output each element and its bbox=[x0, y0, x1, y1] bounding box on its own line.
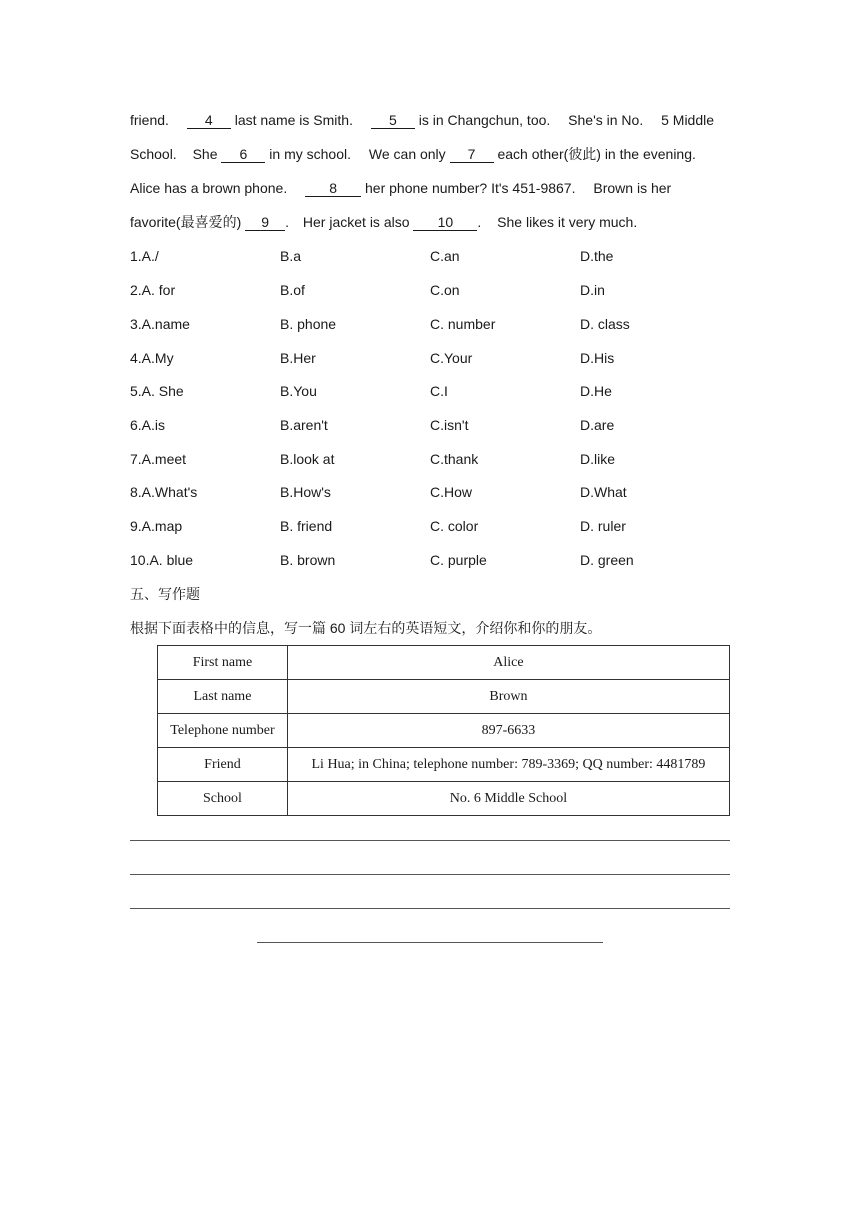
passage-text: favorite(最喜爱的) bbox=[130, 214, 242, 230]
option-b: B.a bbox=[280, 248, 302, 264]
passage-text: each other(彼此) in the evening. bbox=[497, 146, 696, 162]
passage-line-1 bbox=[130, 110, 730, 130]
passage-line-3 bbox=[130, 178, 730, 198]
table-label: First name bbox=[158, 646, 288, 680]
option-a: 1.A./ bbox=[130, 248, 159, 264]
option-c: C.Your bbox=[430, 350, 473, 366]
option-c: C. number bbox=[430, 316, 496, 332]
passage-text: She's in No. bbox=[568, 112, 644, 128]
passage-line-2 bbox=[130, 144, 730, 164]
option-a: 6.A.is bbox=[130, 417, 166, 433]
table-value: Li Hua; in China; telephone number: 789-3369; QQ number: 4481789 bbox=[287, 748, 729, 782]
blank-10: 10 bbox=[413, 214, 477, 231]
table-row bbox=[158, 680, 730, 714]
passage-text: She bbox=[192, 146, 218, 162]
passage-text: We can only bbox=[368, 146, 446, 162]
table-value: Brown bbox=[287, 680, 729, 714]
option-c: C.I bbox=[430, 383, 448, 399]
option-row bbox=[130, 280, 730, 300]
option-row bbox=[130, 550, 730, 570]
blank-7: 7 bbox=[450, 146, 494, 163]
option-row bbox=[130, 314, 730, 334]
option-row bbox=[130, 348, 730, 368]
table-label: Telephone number bbox=[158, 714, 288, 748]
option-a: 3.A.name bbox=[130, 316, 190, 332]
option-c: C.thank bbox=[430, 451, 479, 467]
option-a: 7.A.meet bbox=[130, 451, 187, 467]
option-a: 2.A. for bbox=[130, 282, 176, 298]
table-value: 897-6633 bbox=[287, 714, 729, 748]
table-value: Alice bbox=[287, 646, 729, 680]
option-d: D. class bbox=[580, 316, 630, 332]
passage-line-4 bbox=[130, 212, 730, 232]
option-b: B. phone bbox=[280, 316, 337, 332]
passage-text: She likes it very much. bbox=[497, 214, 638, 230]
passage-text: . bbox=[477, 214, 482, 230]
answer-line bbox=[130, 874, 730, 875]
passage-text: Her jacket is also bbox=[302, 214, 410, 230]
table-row bbox=[158, 714, 730, 748]
passage-text: 5 Middle bbox=[661, 112, 715, 128]
option-b: B. brown bbox=[280, 552, 336, 568]
option-row bbox=[130, 449, 730, 469]
option-a: 9.A.map bbox=[130, 518, 183, 534]
blank-4: 4 bbox=[187, 112, 231, 129]
answer-line bbox=[257, 942, 603, 943]
option-b: B. friend bbox=[280, 518, 333, 534]
option-c: C.on bbox=[430, 282, 460, 298]
option-b: B.of bbox=[280, 282, 305, 298]
option-d: D.are bbox=[580, 417, 615, 433]
table-row bbox=[158, 782, 730, 816]
option-row bbox=[130, 381, 730, 401]
blank-9: 9 bbox=[245, 214, 285, 231]
option-row bbox=[130, 516, 730, 536]
table-value: No. 6 Middle School bbox=[287, 782, 729, 816]
blank-6: 6 bbox=[221, 146, 265, 163]
passage-text: School. bbox=[130, 146, 177, 162]
table-label: School bbox=[158, 782, 288, 816]
passage-text: Alice has a brown phone. bbox=[130, 180, 288, 196]
option-d: D.like bbox=[580, 451, 616, 467]
passage-text: . bbox=[285, 214, 290, 230]
section-title: 五、写作题 bbox=[130, 586, 200, 602]
passage-text: last name is Smith. bbox=[234, 112, 353, 128]
option-b: B.Her bbox=[280, 350, 316, 366]
option-c: C.isn't bbox=[430, 417, 469, 433]
option-d: D.the bbox=[580, 248, 614, 264]
option-row bbox=[130, 246, 730, 266]
option-c: C.an bbox=[430, 248, 460, 264]
answer-line bbox=[130, 840, 730, 841]
writing-instruction: 根据下面表格中的信息，写一篇 60 词左右的英语短文，介绍你和你的朋友。 bbox=[130, 620, 602, 636]
option-c: C. color bbox=[430, 518, 479, 534]
option-c: C.How bbox=[430, 484, 473, 500]
option-d: D.What bbox=[580, 484, 627, 500]
option-d: D. ruler bbox=[580, 518, 626, 534]
option-c: C. purple bbox=[430, 552, 487, 568]
option-a: 10.A. blue bbox=[130, 552, 194, 568]
table-row bbox=[158, 748, 730, 782]
option-d: D.in bbox=[580, 282, 605, 298]
table-label: Friend bbox=[158, 748, 288, 782]
passage-text: Brown is her bbox=[593, 180, 672, 196]
option-a: 4.A.My bbox=[130, 350, 174, 366]
info-table bbox=[157, 645, 730, 816]
blank-8: 8 bbox=[305, 180, 361, 197]
option-row bbox=[130, 482, 730, 502]
option-b: B.How's bbox=[280, 484, 331, 500]
option-d: D. green bbox=[580, 552, 634, 568]
passage-text: friend. bbox=[130, 112, 169, 128]
option-a: 8.A.What's bbox=[130, 484, 198, 500]
passage-text: in my school. bbox=[269, 146, 351, 162]
blank-5: 5 bbox=[371, 112, 415, 129]
option-row bbox=[130, 415, 730, 435]
table-label: Last name bbox=[158, 680, 288, 714]
option-b: B.You bbox=[280, 383, 317, 399]
option-d: D.His bbox=[580, 350, 615, 366]
answer-line bbox=[130, 908, 730, 909]
passage-text: her phone number? It's 451-9867. bbox=[365, 180, 576, 196]
passage-text: is in Changchun, too. bbox=[418, 112, 551, 128]
option-d: D.He bbox=[580, 383, 612, 399]
option-b: B.aren't bbox=[280, 417, 328, 433]
option-a: 5.A. She bbox=[130, 383, 184, 399]
table-row bbox=[158, 646, 730, 680]
option-b: B.look at bbox=[280, 451, 335, 467]
